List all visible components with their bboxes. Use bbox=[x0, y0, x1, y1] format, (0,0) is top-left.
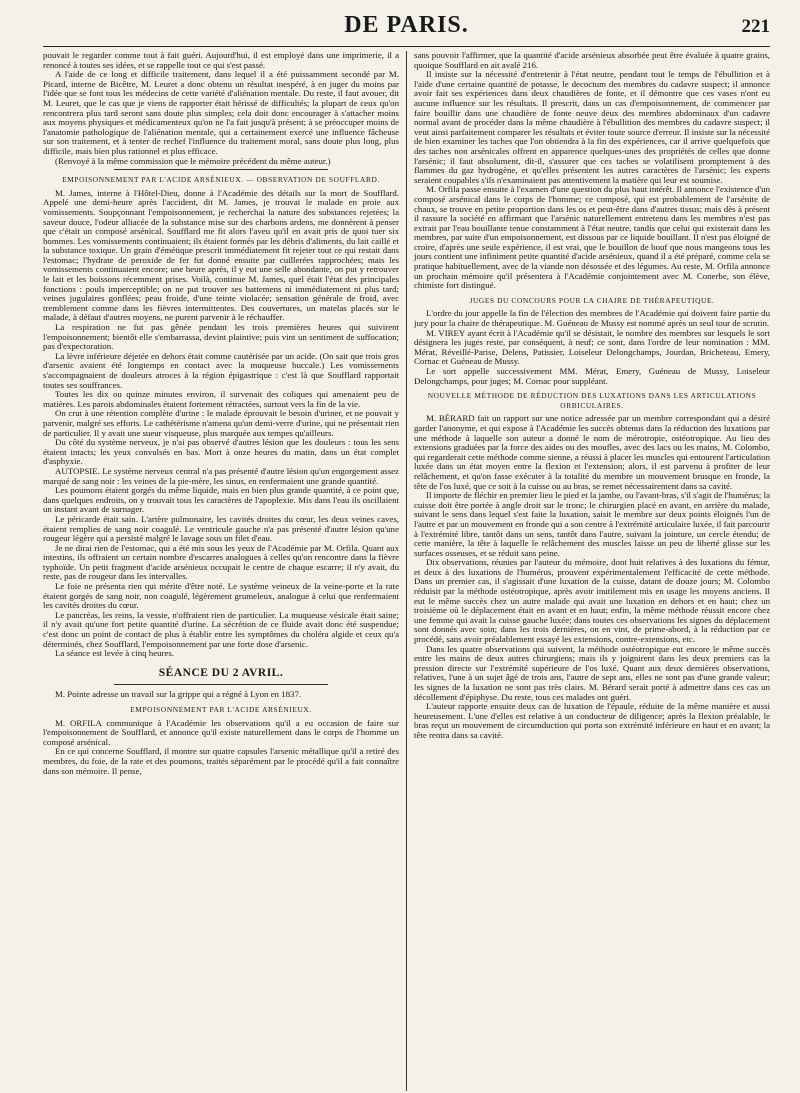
paragraph: La respiration ne fut pas gênée pendant les trois premières heures qui suivirent l'empoisonnement; bientôt elle s'embarrassa, devint plaintive; puis vint un sentiment de suffocation; pas d'expectoration. bbox=[43, 322, 399, 352]
paragraph: A l'aide de ce long et difficile traitement, dans lequel il a été puissamment secondé par M. Picard, interne de Bicêtre, M. Leuret a donc obtenu un résultat inespéré, à en juger du moins par l'idée que se font tous les médecins de cette variété d'aliénation mentale. Du reste, il faut avouer, dit M. Leuret, que le cas que je viens de rapporter était hérissé de difficultés; la plupart de ceux qu'on rencontrera plus tard seront sans doute plus simples; cela doit donc encourager à s'attacher moins aux moyens physiques et médicamenteux qu'on ne l'a fait jusqu'à présent; à se préoccuper moins de l'anatomie pathologique de l'aliénation mentale, qui a certainement exercé une influence fâcheuse sur son traitement, et à tenter de rechef l'influence du traitement moral, sans doute plus long, plus difficile, mais bien plus rationnel et plus efficace. bbox=[43, 69, 399, 156]
paragraph: M. Pointe adresse un travail sur la grippe qui a régné à Lyon en 1837. bbox=[55, 689, 302, 700]
paragraph: Dans les quatre observations qui suivent, la méthode ostéotropique eut encore le même succès entre les mains de deux autres chirurgiens; mais ils y joignirent dans les deux premiers cas la pression directe sur l'extrémité supérieure de l'os luxé. Quant aux deux dernières observations, relatives, l'une à un sujet âgé de trois ans, l'autre de sept ans, elles ne sont pas d'une grande valeur; les signes de la luxation ne sont pas très clairs. M. Bérard serait porté à admettre dans ces cas un décollement d'épiphyse. Du reste, tous ces malades ont guéri. bbox=[414, 643, 770, 702]
page-header bbox=[43, 0, 770, 47]
page-number: 221 bbox=[741, 16, 770, 37]
paragraph: Toutes les dix ou quinze minutes environ, il survenait des coliques qui amenaient peu de matières. Les parois abdominales étaient fortement rétractées, surtout vers la fin de la vie. bbox=[43, 389, 399, 409]
paragraph: Il importe de fléchir en premier lieu le pied et la jambe, ou l'avant-bras, s'il s'agit de l'humérus; la cuisse doit être portée à angle droit sur le tronc; le chirurgien placé en avant, en arrière du malade, suivant le sens dans lequel s'est faite la luxation, saisit le membre sur deux points éloignés l'un de l'autre et par un mouvement en fronde qui a son centre à l'extrémité articulaire luxée, il fait parcourir à l'extrémité libre, tantôt dans un sens, tantôt dans l'autre, suivant la jointure, un cercle étendu; de cette manière, la tête à laquelle le relâchement des muscles laisse un peu de liberté glisse sur les surfaces osseuses, et se réduit sans peine. bbox=[414, 490, 770, 558]
paragraph: L'ordre du jour appelle la fin de l'élection des membres de l'Académie qui doivent faire partie du jury pour la chaire de thérapeutique. M. Guéneau de Mussy est nommé après un seul tour de scrutin. bbox=[414, 308, 770, 329]
right-column bbox=[407, 51, 770, 1091]
paragraph: Les poumons étaient gorgés du même liquide, mais en bien plus grande quantité, à ce point que, dans quelques endroits, on y trouvait tous les caractères de l'apoplexie. Mis dans l'eau ils oscillaient un instant avant de surnager. bbox=[43, 485, 399, 515]
paragraph: Je ne dirai rien de l'estomac, qui a été mis sous les yeux de l'Académie par M. Orfila. Quant aux intestins, ils offraient un certain nombre d'escarres analogues à celles qu'on rencontre dans la fièvre typhoïde. Un petit fragment d'acide arsénieux occupait le centre de chaque escarre; il n'y avait, du reste, pas de rougeur dans les intervalles. bbox=[43, 542, 399, 582]
paragraph: Dix observations, réunies par l'auteur du mémoire, dont huit relatives à des luxations du fémur, et deux à des luxations de l'humérus, prouvent expérimentalement l'efficacité de cette méthode. Dans un premier cas, il s'agissait d'une luxation de la cuisse, datant de douze jours; M. Colombo réduisit par la méthode ostéotropique, après avoir inutilement mis en usage les moyens anciens. Il eut le même succès chez un autre malade qui avait une luxation en dehors et en haut; chez un troisième où le déplacement était en avant et en haut; enfin, la même méthode réussit encore chez une femme qui avait la cuisse gauche luxée; dans toutes ces observations les signes du déplacement sont donnés avec soin; dans les trois dernières, on en vint, de prime-abord, à la réduction par ce procédé, sans avoir préalablement essayé les extensions, contre-extensions, etc. bbox=[414, 557, 770, 645]
paragraph: M. Orfila passe ensuite à l'examen d'une question du plus haut intérêt. Il annonce l'existence d'un composé arsénical dans le corps de l'homme; ce composé, qui est probablement de l'arsénite de chaux, se trouve en petite proportion dans les os et peut-être dans d'autres tissus; mais dès à présent il rassure la société en affirmant que l'arsénic naturellement entretenu dans les membres n'est pas extrait par l'eau bouillante tenue constamment à l'état neutre, tandis que celui qui existerait dans les membres, par suite d'un empoisonnement, est dissous par ce liquide bouillant. Il n'est pas éloigné de croire, d'après une seule expérience, il est vrai, que le bouillon de bouf que nous mangeons tous les jours contient une infiniment petite quantité d'acide arsénieux, quand il a été préparé, comme cela se pratique habituellement, avec de la viande non désossée et des légumes. Au reste, M. Orfila annonce un prochain mémoire qu'il présentera à l'Académie conjointement avec M. Conerbe, son élève, chimiste fort distingué. bbox=[414, 184, 770, 291]
paragraph: La lèvre inférieure déjetée en dehors était comme cautérisée par un acide. (On sait que trois gros d'arsenic avaient été longtemps en contact avec la muqueuse buccale.) Les vomissements s'accompagnaient de douleurs atroces à la région épigastrique : c'est là que Soufflard rapportait toutes ses souffrances. bbox=[43, 350, 399, 390]
paragraph: (Renvoyé à la même commission que le mémoire précédent du même auteur.) bbox=[55, 155, 331, 166]
paragraph: sans pouvoir l'affirmer, que la quantité d'acide arsénieux absorbée peut être évaluée à quatre grains, quoique Soufflard en ait avalé 216. bbox=[414, 51, 770, 70]
section-heading: EMPOISONNEMENT PAR L'ACIDE ARSÉNIEUX. — OBSERVATION DE SOUFFLARD. bbox=[62, 175, 380, 185]
left-column bbox=[43, 51, 407, 1091]
paragraph: Le péricarde était sain. L'artère pulmonaire, les cavités droites du cœur, les deux veines caves, étaient remplies de sang noir coagulé. Le ventricule gauche n'a pas présenté d'autre lésion qu'une rougeur légère qui a persisté malgré le lavage sous un filet d'eau. bbox=[43, 513, 399, 544]
paragraph: pouvait le regarder comme tout à fait guéri. Aujourd'hui, il est employé dans une imprimerie, il a renoncé à toutes ses idées, et se rappelle tout ce qui s'est passé. bbox=[43, 51, 399, 70]
paragraph: L'auteur rapporte ensuite deux cas de luxation de l'épaule, réduite de la même manière et aussi heureusement. L'une d'elles est relative à un conducteur de diligence; après la flexion préalable, le bras reçut un mouvement de circumduction qui porta son extrémité inférieure en haut et en avant; la tête rentra dans sa cavité. bbox=[414, 701, 770, 740]
paragraph: En ce qui concerne Soufflard, il montre sur quatre capsules l'arsenic métallique qu'il a retiré des membres, du foie, de la rate et des poumons, traités séparément par le procédé qu'il a fait connaître dans son mémoire. Il pense, bbox=[43, 746, 399, 776]
text-columns bbox=[43, 51, 770, 1091]
paragraph: On crut à une rétention complète d'urine : le malade éprouvait le besoin d'uriner, et ne pouvait y parvenir, malgré ses efforts. Le cathétérisme n'amena qu'un demi-verre d'urine, qui ne présentait rien de particulier. Il y avait une sueur visqueuse, plus marquée aux tempes qu'ailleurs. bbox=[43, 408, 399, 438]
section-heading: JUGES DU CONCOURS POUR LA CHAIRE DE THÉRAPEUTIQUE. bbox=[469, 295, 715, 305]
divider bbox=[114, 684, 328, 685]
paragraph: M. VIREY ayant écrit à l'Académie qu'il se désistait, le nombre des membres sur lesquels le sort désignera les juges reste, par conséquent, à neuf; ce sont, dans l'ordre de leur nomination : MM. Mérat, Réveillé-Parise, Delens, Patissier, Loiseleur Delongchamps, Jourdan, Bricheteau, Emery, Cornac et Guéneau de Mussy. bbox=[414, 327, 770, 367]
paragraph: AUTOPSIE. Le système nerveux central n'a pas présenté d'autre lésion qu'un engorgement assez marqué de sang noir : les veines de la pie-mère, les sinus, en renfermaient une grande quantité. bbox=[43, 465, 399, 486]
paragraph: M. BÉRARD fait un rapport sur une notice adressée par un membre correspondant qui a désiré garder l'anonyme, et qui expose à l'Académie les succès obtenus dans la réduction des luxations par une méthode à laquelle son auteur a donné le nom de mérotropie, ostéotropique. Au lieu des extensions graduées par la force des aides ou des moufles, avec des lacs ou les mains, M. Colombo, qui regarderait cette méthode comme sienne, a réussi à placer les muscles qui entourent l'articulation luxée dans un état moyen entre la flexion et l'extension; alors, il est parvenu à profiter de leur relâchement, et qu'on fasse exécuter à la totalité du membre un mouvement brusque en fronde, la tête de l'os luxé, que ce soit à la cuisse ou au bras, se remet nécessairement dans sa cavité. bbox=[414, 413, 770, 491]
seance-heading: SÉANCE DU 2 AVRIL. bbox=[158, 666, 284, 679]
paragraph: M. James, interne à l'Hôtel-Dieu, donne à l'Académie des détails sur la mort de Soufflard. Appelé une demi-heure après l'accident, dit M. James, je trouvai le malade en proie aux vomissements. Soupçonnant l'empoisonnement, je recherchai la nature des substances rejetées; la saveur douce, l'odeur alliacée de la substance mise sur des charbons ardens, me donnèrent à penser que c'était un composé arsénical. Soufflard me fit alors l'aveu qu'il en avait pris de quoi tuer six hommes. Les vomissements continuaient; ils étaient formés par les débris d'aliments, du lait caillé et la substance toxique. Un grain d'émétique prescrit immédiatement fit rejeter tout ce qui restait dans l'estomac; l'hydrate de peroxide de fer fut donné ensuite par cuillerées rapprochées; mais les vomissements continuaient encore; une heure après, il y eut une selle abondante, on put y retrouver le lait et les boissons récemment prises. Voilà, continue M. James, quel était l'état des principales fonctions : pouls imperceptible; on ne put trouver ses battemens ni immédiatement ni plus tard; veines jugulaires gonflées; peau froide, d'une teinte violacée; sensation générale de froid, avec tremblement comme dans les fièvres intermittentes. Des couvertures, un matelas placés sur le malade, à défaut d'autres moyens, ne purent parvenir à le réchauffer. bbox=[43, 187, 399, 323]
paragraph: Le pancréas, les reins, la vessie, n'offraient rien de particulier. La muqueuse vésicale était saine; il n'y avait qu'une fort petite quantité d'urine. La sécrétion de ce fluide avait donc été suspendue; c'est donc un point de contact de plus à établir entre les symptômes du choléra algide et ceux qu'a déterminés, chez Soufflard, l'empoisonnement par une forte dose d'arsenic. bbox=[43, 609, 399, 649]
paragraph: M. ORFILA communique à l'Académie les observations qu'il a eu occasion de faire sur l'empoisonnement de Soufflard, et annonce qu'il existe naturellement dans le corps de l'homme un composé arsénical. bbox=[43, 717, 399, 747]
paragraph: Du côté du système nerveux, je n'ai pas observé d'autres lésion que les douleurs : tous les sens étaient intacts; les yeux convulsés en bas. Mort à onze heures du matin, dans un état complet d'asphyxie. bbox=[43, 437, 399, 467]
divider bbox=[114, 169, 328, 170]
paragraph: Le sort appelle successivement MM. Mérat, Emery, Guéneau de Mussy, Loiseleur Delongchamps, pour juges; M. Cornac pour suppléant. bbox=[414, 366, 770, 386]
paragraph: Il insiste sur la nécessité d'entretenir à l'état neutre, pendant tout le temps de l'ébullition et à l'aide d'une certaine quantité de potasse, le decoctum des membres du cadavre suspect; il annonce avoir fait ses expériences dans deux chaudières de fonte, et il démontre que ces vases n'ont eu aucune influence sur les résultats. Il prescrit, dans un cas d'empoisonnement, de commencer par faire bouillir dans une chaudière de fonte neuve deux des membres abdominaux d'un cadavre normal avant de procéder dans la même chaudière à l'ébullition des membres du cadavre suspect; il veut ainsi parfaitement comparer les résultats et éviter toute source d'erreur. Il insiste sur la nécessité de bien examiner les taches que l'on obtiendra à la fin des expériences, car il arrive quelquefois que des taches non arsénicales offrent en apparence quelques-unes des propriétés de celles que donne l'arsénic; il faut absolument, dit-il, s'assurer que ces taches se volatilisent promptement à des flammes du gaz hydrogène, et qu'elles présentent les autres caractères de l'arsénic; les experts seraient coupables s'ils n'examinaient pas attentivement la matière qui leur est soumise. bbox=[414, 69, 770, 185]
page-title: DE PARIS. bbox=[344, 12, 469, 38]
section-heading: EMPOISONNEMENT PAR L'ACIDE ARSÉNIEUX. bbox=[130, 705, 312, 714]
section-heading: NOUVELLE MÉTHODE DE RÉDUCTION DES LUXATIONS DANS LES ARTICULATIONS ORBICULAIRES. bbox=[427, 391, 757, 410]
paragraph: La séance est levée à cinq heures. bbox=[55, 648, 175, 659]
paragraph: Le foie ne présenta rien qui mérite d'être noté. Le système veineux de la veine-porte et la rate étaient gorgés de sang noir, non coagulé, légèrement grumeleux, analogue à celui que renfermaient les cavités droites du cœur. bbox=[43, 581, 399, 611]
